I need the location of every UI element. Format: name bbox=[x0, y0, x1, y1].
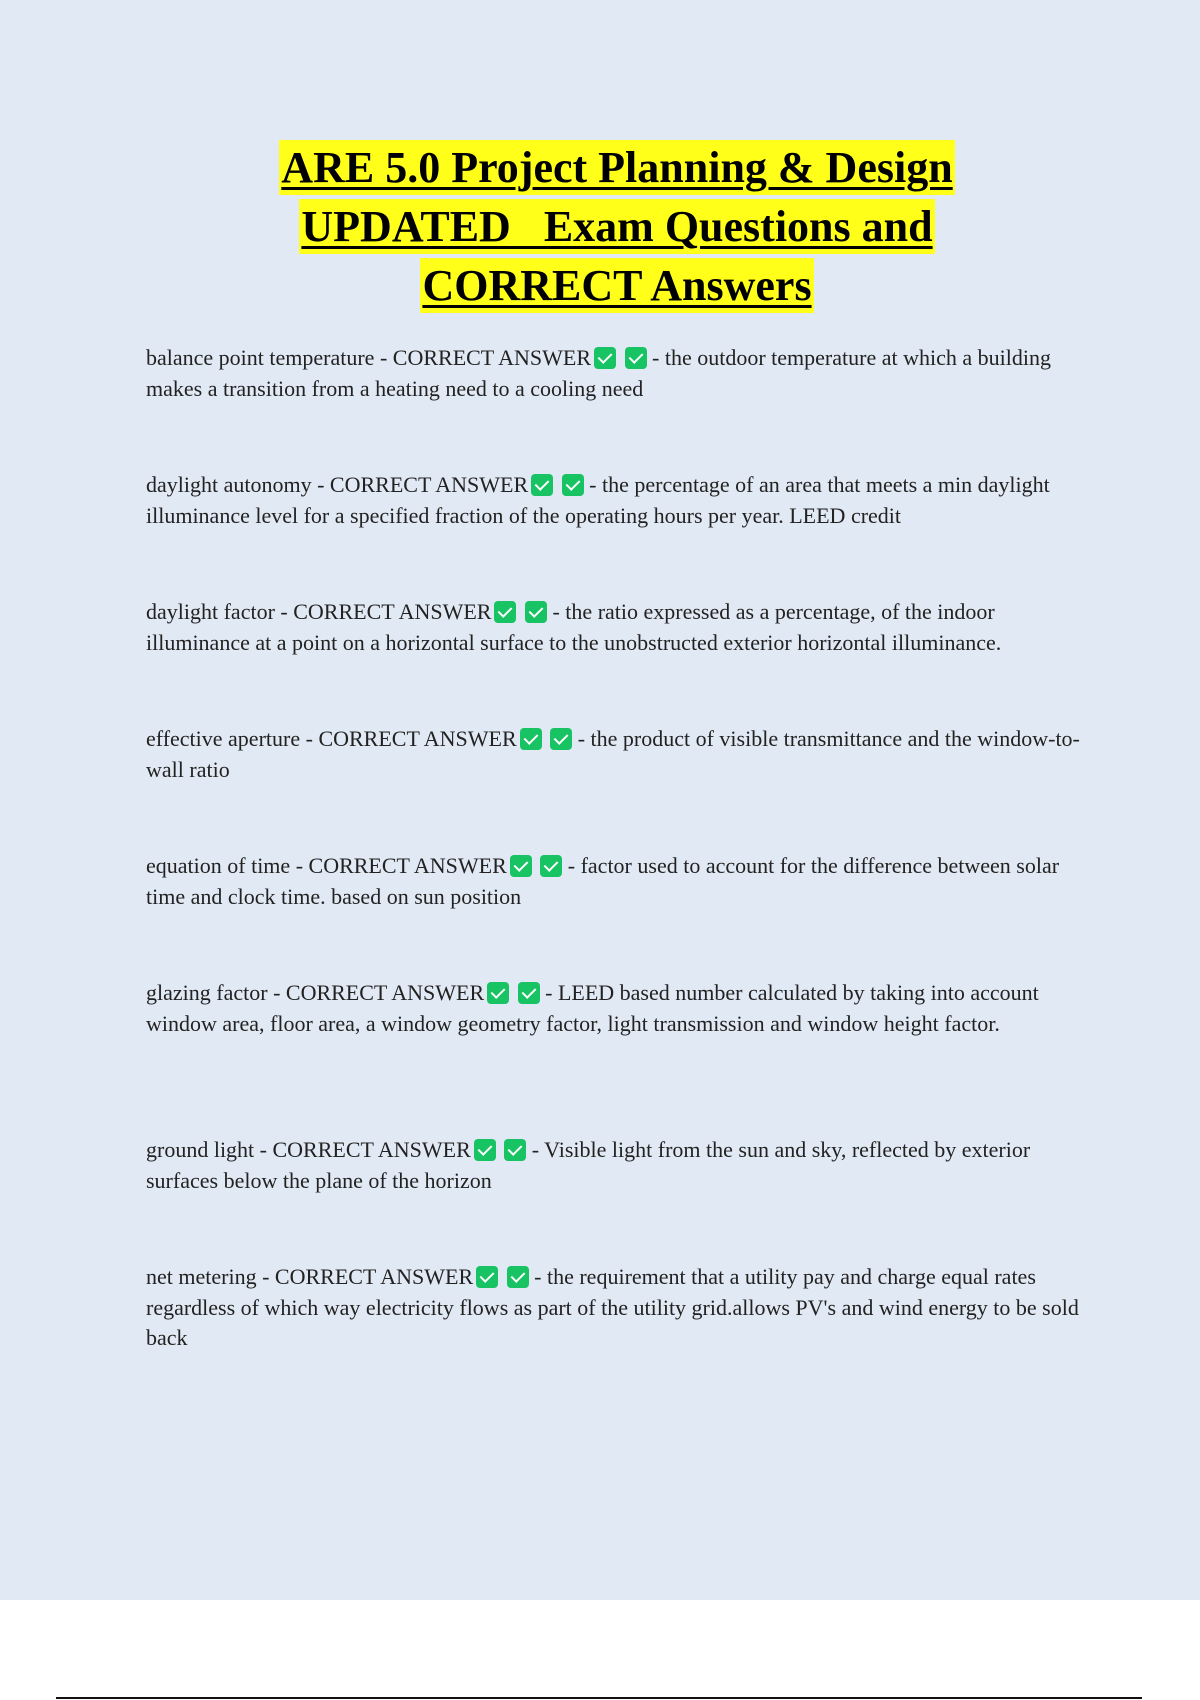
document-title bbox=[0, 140, 1200, 317]
green-checkmark-icon bbox=[494, 601, 516, 623]
entry-definition: - factor used to account for the difference between solar time and clock time. based on sun position bbox=[146, 853, 1060, 909]
green-checkmark-icon bbox=[562, 474, 584, 496]
qa-entry: daylight factor - CORRECT ANSWER - the ratio expressed as a percentage, of the indoor illuminance at a point on a horizontal surface to the unobstructed exterior horizontal illuminance. bbox=[146, 599, 1002, 655]
qa-entry: glazing factor - CORRECT ANSWER - LEED based number calculated by taking into account window area, floor area, a window geometry factor, light transmission and window height factor. bbox=[146, 980, 1039, 1036]
answer-marker: CORRECT ANSWER bbox=[392, 345, 592, 370]
green-checkmark-icon bbox=[550, 728, 572, 750]
green-checkmark-icon bbox=[540, 855, 562, 877]
title-line-1 bbox=[0, 140, 1200, 199]
qa-entry: daylight autonomy - CORRECT ANSWER - the percentage of an area that meets a min daylight illuminance level for a specified fraction of the operating hours per year. LEED credit bbox=[146, 472, 1050, 528]
answer-marker: CORRECT ANSWER bbox=[329, 472, 529, 497]
title-line-1-text: ARE 5.0 Project Planning & Design bbox=[279, 140, 954, 195]
answer-marker: CORRECT ANSWER bbox=[285, 980, 485, 1005]
entry-definition: - Visible light from the sun and sky, reflected by exterior surfaces below the plane of the horizon bbox=[146, 1137, 1031, 1193]
title-line-2-text: UPDATED Exam Questions and bbox=[299, 199, 934, 254]
entry-term: glazing factor bbox=[146, 980, 268, 1005]
answer-marker: CORRECT ANSWER bbox=[272, 1137, 471, 1162]
qa-entry: ground light - CORRECT ANSWER - Visible light from the sun and sky, reflected by exterior surfaces below the plane of the horizon bbox=[146, 1137, 1031, 1193]
footer-divider bbox=[56, 1697, 1142, 1699]
entry-definition: - the ratio expressed as a percentage, of the indoor illuminance at a point on a horizontal surface to the unobstructed exterior horizontal illuminance. bbox=[146, 599, 1002, 655]
green-checkmark-icon bbox=[520, 728, 542, 750]
green-checkmark-icon bbox=[594, 347, 616, 369]
green-checkmark-icon bbox=[518, 982, 540, 1004]
green-checkmark-icon bbox=[487, 982, 509, 1004]
entry-definition: - the percentage of an area that meets a min daylight illuminance level for a specified fraction of the operating hours per year. LEED credit bbox=[146, 472, 1050, 528]
green-checkmark-icon bbox=[476, 1266, 498, 1288]
entry-term: daylight autonomy bbox=[146, 472, 312, 497]
qa-entry: equation of time - CORRECT ANSWER - factor used to account for the difference between solar time and clock time. based on sun position bbox=[146, 853, 1060, 909]
answer-marker: CORRECT ANSWER bbox=[293, 599, 492, 624]
green-checkmark-icon bbox=[525, 601, 547, 623]
entry-definition: - LEED based number calculated by taking into account window area, floor area, a window geometry factor, light transmission and window height factor. bbox=[146, 980, 1039, 1036]
answer-marker: CORRECT ANSWER bbox=[318, 726, 517, 751]
entry-term: daylight factor bbox=[146, 599, 275, 624]
answer-marker: CORRECT ANSWER bbox=[274, 1264, 474, 1289]
title-line-2 bbox=[0, 199, 1200, 258]
green-checkmark-icon bbox=[507, 1266, 529, 1288]
green-checkmark-icon bbox=[625, 347, 647, 369]
entry-term: effective aperture bbox=[146, 726, 301, 751]
green-checkmark-icon bbox=[510, 855, 532, 877]
entry-definition: - the outdoor temperature at which a building makes a transition from a heating need to a cooling need bbox=[146, 345, 1051, 401]
entry-term: ground light bbox=[146, 1137, 255, 1162]
green-checkmark-icon bbox=[474, 1139, 496, 1161]
qa-entry: net metering - CORRECT ANSWER - the requirement that a utility pay and charge equal rates regardless of which way electricity flows as part of the utility grid.allows PV's and wind energy to be sold back bbox=[146, 1264, 1079, 1350]
qa-entry: effective aperture - CORRECT ANSWER - the product of visible transmittance and the window-to-wall ratio bbox=[146, 726, 1080, 782]
entry-term: equation of time bbox=[146, 853, 291, 878]
qa-entry: balance point temperature - CORRECT ANSWER - the outdoor temperature at which a building makes a transition from a heating need to a cooling need bbox=[146, 345, 1051, 401]
title-line-3 bbox=[0, 258, 1200, 317]
green-checkmark-icon bbox=[531, 474, 553, 496]
answer-marker: CORRECT ANSWER bbox=[308, 853, 507, 878]
entry-term: net metering bbox=[146, 1264, 257, 1289]
green-checkmark-icon bbox=[504, 1139, 526, 1161]
entry-term: balance point temperature bbox=[146, 345, 375, 370]
entry-definition: - the product of visible transmittance and the window-to-wall ratio bbox=[146, 726, 1080, 782]
entry-definition: - the requirement that a utility pay and charge equal rates regardless of which way electricity flows as part of the utility grid.allows PV's and wind energy to be sold back bbox=[146, 1264, 1079, 1350]
title-line-3-text: CORRECT Answers bbox=[420, 258, 813, 313]
